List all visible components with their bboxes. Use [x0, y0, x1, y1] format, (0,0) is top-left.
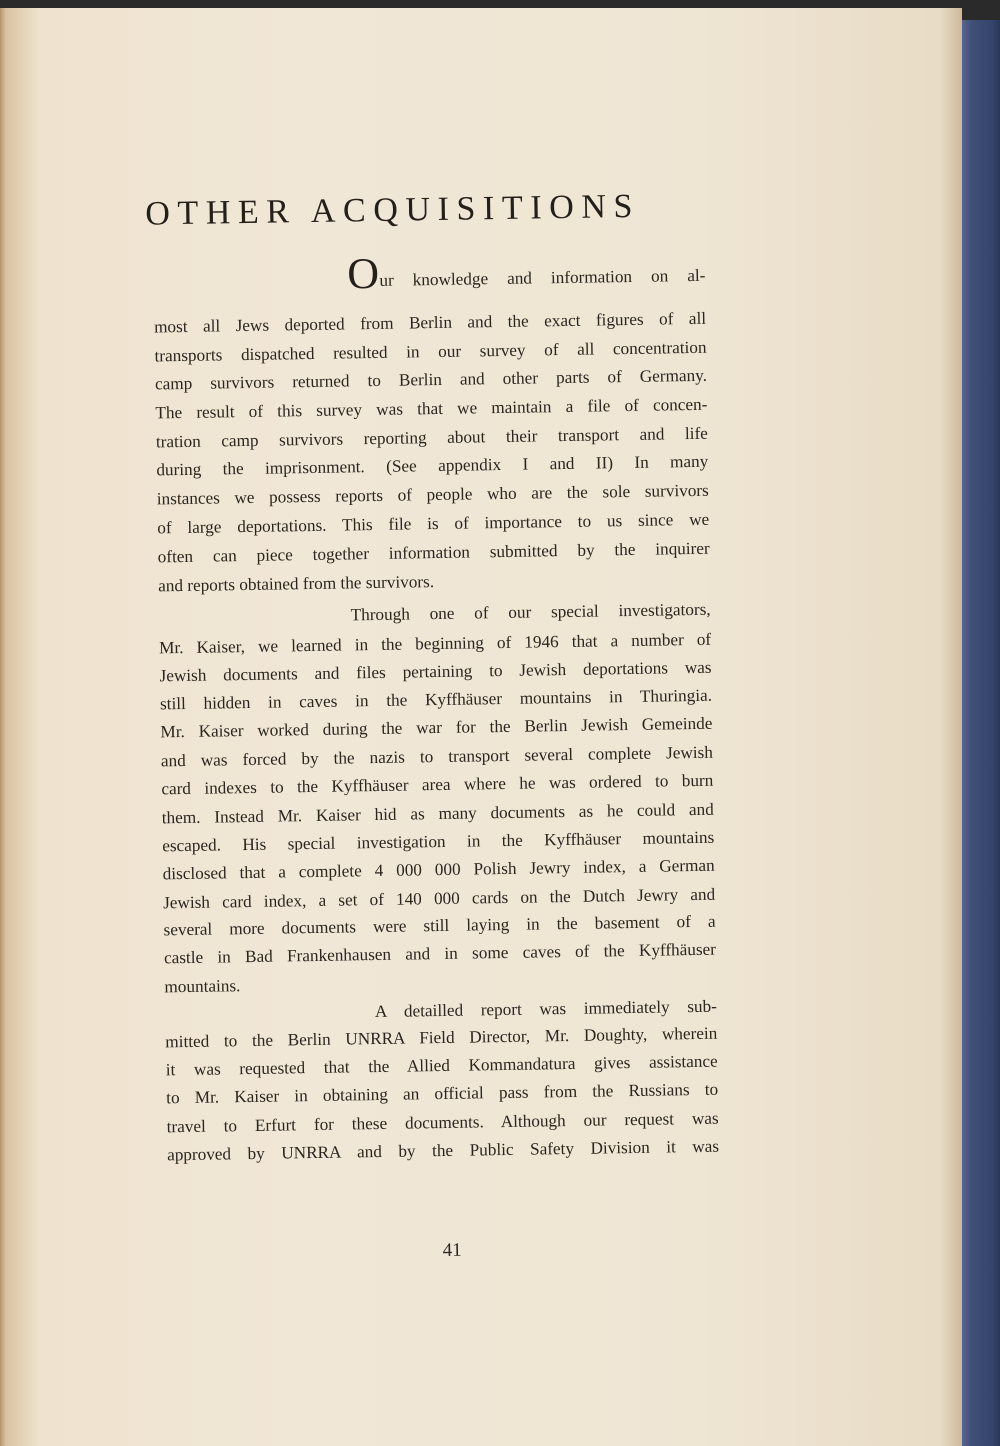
text-line: several more documents were still laying in the basement of a	[163, 911, 716, 940]
text-line: tration camp survivors reporting about their transport and life	[155, 423, 708, 452]
text-line: transports dispatched resulted in our survey of all concentration	[154, 337, 707, 366]
text-line: Jewish documents and files pertaining to Jewish deportations was	[159, 657, 712, 686]
text-line: them. Instead Mr. Kaiser hid as many documents as he could and	[161, 799, 714, 828]
page-title: OTHER ACQUISITIONS	[145, 187, 641, 233]
text-line: during the imprisonment. (See appendix I and II) In many	[156, 451, 709, 480]
text-line: of large deportations. This file is of importance to us since we	[157, 509, 710, 538]
text-line: approved by UNRRA and by the Public Safety Division it was	[166, 1136, 720, 1165]
text-line: camp survivors returned to Berlin and other parts of Germany.	[154, 365, 708, 394]
text-line: most all Jews deported from Berlin and the exact figures of all	[153, 308, 707, 337]
text-line: Mr. Kaiser worked during the war for the Berlin Jewish Gemeinde	[160, 713, 713, 742]
text-line: The result of this survey was that we maintain a file of concen-	[155, 394, 708, 423]
text-line: travel to Erfurt for these documents. Although our request was	[166, 1108, 719, 1137]
text-line: disclosed that a complete 4 000 000 Polish Jewry index, a German	[162, 855, 715, 884]
text-line: Mr. Kaiser, we learned in the beginning of 1946 that a number of	[158, 629, 712, 658]
text-line: it was requested that the Allied Kommandatura gives assistance	[165, 1051, 718, 1080]
text-line: to Mr. Kaiser in obtaining an official pass from the Russians to	[166, 1079, 719, 1108]
text-line: instances we possess reports of people who are the sole survivors	[156, 480, 709, 509]
text-line: Jewish card index, a set of 140 000 cards on the Dutch Jewry and	[163, 884, 716, 913]
page-number: 41	[442, 1239, 462, 1262]
text-line: Through one of our special investigators,	[350, 599, 711, 625]
text-line: escaped. His special investigation in the Kyffhäuser mountains	[162, 827, 715, 856]
text-line: A detailled report was immediately sub-	[374, 996, 717, 1022]
drop-cap: O	[346, 248, 380, 299]
text-line: castle in Bad Frankenhausen and in some caves of the Kyffhäuser	[163, 939, 717, 968]
text-line: and reports obtained from the survivors.	[158, 572, 435, 596]
text-line: card indexes to the Kyffhäuser area where he was ordered to burn	[161, 770, 714, 799]
text-line: still hidden in caves in the Kyffhäuser mountains in Thuringia.	[159, 685, 713, 714]
text-line: and was forced by the nazis to transport several complete Jewish	[160, 742, 714, 771]
text-line: ur knowledge and information on al-	[379, 265, 706, 290]
text-line: often can piece together information submitted by the inquirer	[157, 538, 710, 567]
text-line: mountains.	[164, 976, 241, 997]
text-line: mitted to the Berlin UNRRA Field Director, Mr. Doughty, wherein	[165, 1023, 718, 1052]
